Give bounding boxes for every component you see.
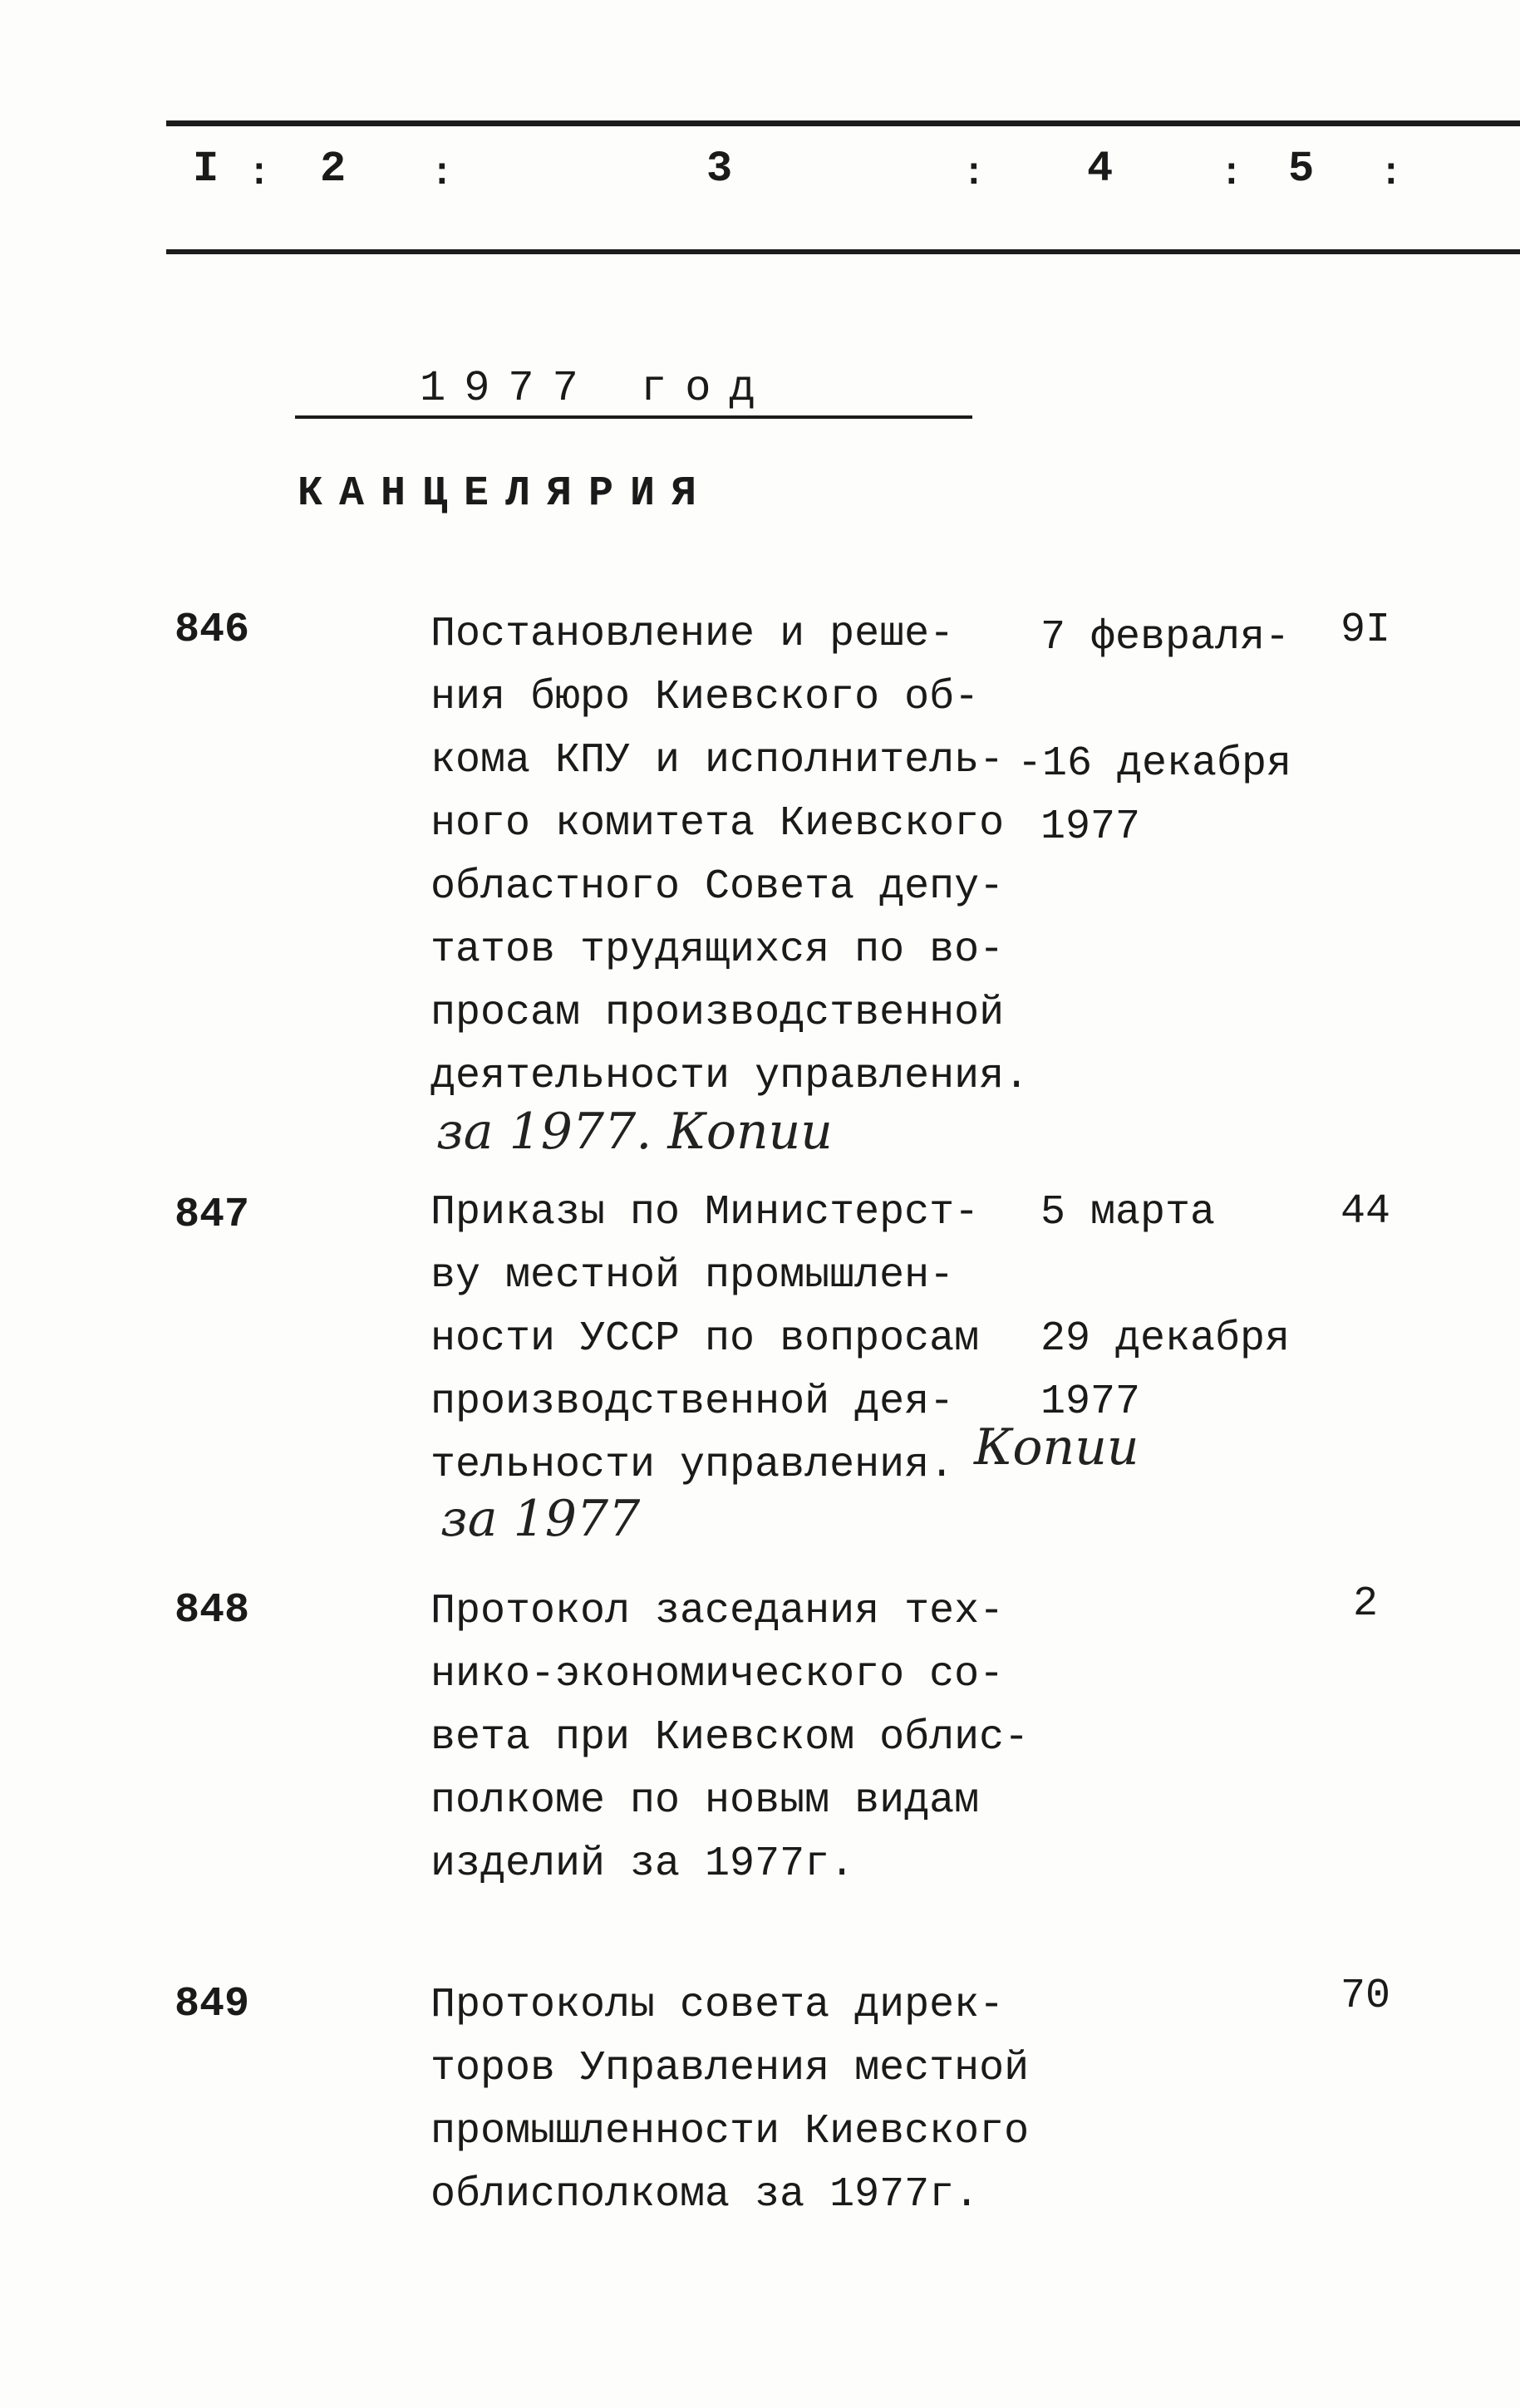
date-start: 7 февраля- [1040,614,1291,661]
column-number-1: I [193,145,219,194]
entry-title-line: нико-экономического со- [430,1651,1005,1698]
year-heading-underline [295,415,972,419]
column-number-4: 4 [1087,145,1114,194]
entry-number: 849 [175,1981,250,2028]
entry-dates [1017,607,1356,859]
date-year: 1977 [1040,803,1141,851]
entry-title-line: полкоме по новым видам [430,1777,980,1825]
entry-number: 846 [175,607,250,654]
sheet-count: 44 [1340,1188,1390,1236]
entry-title-line: просам производственной [430,990,1005,1037]
column-separator: : [1380,152,1403,195]
entry-dates [1040,1182,1356,1434]
date-start: 5 марта [1040,1189,1216,1236]
header-top-rule [166,120,1520,126]
entry-title-line: ния бюро Киевского об- [430,674,980,721]
entry-title-line: облисполкома за 1977г. [430,2171,980,2219]
entry-title-line: промышленности Киевского [430,2108,1030,2155]
date-end: 29 декабря [1040,1315,1291,1363]
entry-title-line: Приказы по Министерст- [430,1189,980,1236]
entry-title-line: Протокол заседания тех- [430,1588,1005,1635]
entry-number: 847 [175,1192,250,1239]
entry-title [430,1580,1062,1896]
entry-title-line: производственной дея- [430,1378,955,1426]
entry-title [430,1974,1062,2227]
column-separator: : [1220,152,1243,195]
date-year: 1977 [1040,1378,1141,1426]
entry-title-line: татов трудящихся по во- [430,926,1005,974]
sheet-count: 70 [1340,1973,1390,2020]
entry-title-line: Протоколы совета дирек- [430,1982,1005,2029]
entry-title-line: ности УССР по вопросам [430,1315,980,1363]
entry-title [430,1182,1062,1497]
entry-title-line: ву местной промышлен- [430,1252,955,1300]
entry-title-line: тельности управления. [430,1442,955,1489]
handwritten-note: за 1977 [440,1490,641,1548]
sheet-count: 9I [1340,607,1390,654]
entry-title-line: ного комитета Киевского [430,800,1005,848]
entry-title [430,603,1062,1108]
column-separator: : [430,152,454,195]
entry-title-line: кома КПУ и исполнитель- [430,737,1005,784]
date-end: -16 декабря [1017,740,1292,788]
section-heading: КАНЦЕЛЯРИЯ [298,470,714,518]
column-separator: : [962,152,986,195]
year-heading: 1977 год [420,364,774,413]
entry-number: 848 [175,1587,250,1634]
handwritten-note: за 1977. Копии [436,1103,833,1161]
entry-title-line: областного Совета депу- [430,863,1005,911]
entry-title-line: Постановление и реше- [430,611,955,658]
column-number-5: 5 [1288,145,1315,194]
entry-title-line: деятельности управления. [430,1053,1030,1100]
handwritten-note: Копии [974,1418,1139,1477]
entry-title-line: изделий за 1977г. [430,1840,855,1888]
column-separator: : [248,152,271,195]
column-number-2: 2 [320,145,347,194]
entry-title-line: торов Управления местной [430,2045,1030,2092]
entry-title-line: вета при Киевском облис- [430,1714,1030,1762]
header-bottom-rule [166,249,1520,254]
sheet-count: 2 [1352,1580,1378,1628]
column-number-3: 3 [706,145,733,194]
